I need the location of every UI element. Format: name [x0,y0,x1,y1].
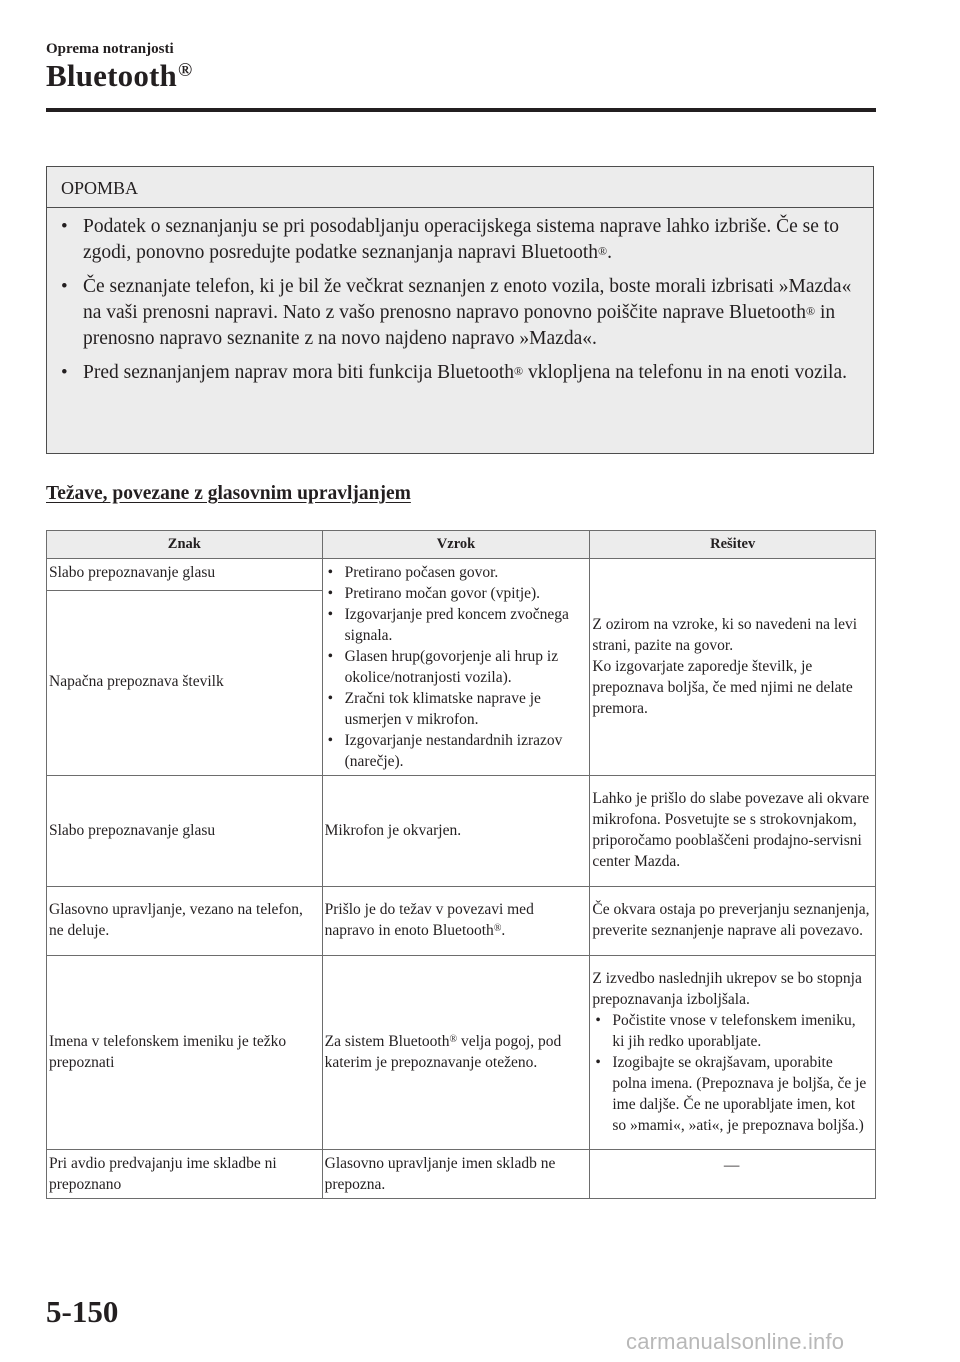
chapter-title [46,58,192,94]
cause-cell [322,559,590,776]
solution-cell [590,1150,876,1199]
solution-cell: Z ozirom na vzroke, ki so navedeni na levi strani, pazite na govor. Ko izgovarjate zaporedje številk, je prepoznava boljša, če med njimi ne delate premora. [590,559,876,776]
note-item: • Podatek o seznanjanju se pri posodabljanju operacijskega sistema naprave lahko izbriše. Če se to zgodi, ponovno posredujte podatke seznanjanja napravi Bluetooth®. [83,214,859,266]
table-header-row [47,531,876,559]
cause-cell: Za sistem Bluetooth® velja pogoj, pod katerim je prepoznavanje oteženo. [322,956,590,1150]
note-item: • Pred seznanjanjem naprav mora biti funkcija Bluetooth® vklopljena na telefonu in na enoti vozila. [83,360,859,386]
sign-cell: Pri avdio predvajanju ime skladbe ni prepoznano [47,1150,323,1199]
table-row [47,559,876,591]
list-item: • Zračni tok klimatske naprave je usmerjen v mikrofon. [345,688,586,730]
note-box [46,166,874,454]
cause-cell: Mikrofon je okvarjen. [322,776,590,887]
note-item: • Če seznanjate telefon, ki je bil že večkrat seznanjen z enoto vozila, boste morali izbrisati »Mazda« na vaši prenosni napravi. Nato z vašo prenosno napravo ponovno poiščite naprave Bluetooth® in prenosno napravo seznanite z na novo najdeno napravo »Mazda«. [83,274,859,352]
cause-cell: Prišlo je do težav v povezavi med napravo in enoto Bluetooth®. [322,887,590,956]
sign-cell: Slabo prepoznavanje glasu [47,776,323,887]
chapter-title-text: Bluetooth [46,58,177,93]
sign-cell: Glasovno upravljanje, vezano na telefon, ne deluje. [47,887,323,956]
page-number: 5-150 [46,1294,119,1329]
dash: — [723,1157,740,1174]
table-row [47,956,876,1150]
list-item: • Izogibajte se okrajšavam, uporabite polna imena. (Prepoznava je boljša, če je ime daljše. Če ne uporabljate imen, kot so »mami«, »ati«, je prepoznava boljša.) [612,1052,871,1136]
list-item: • Izgovarjanje pred koncem zvočnega signala. [345,604,586,646]
note-list [47,208,873,386]
solution-cell: Lahko je prišlo do slabe povezave ali okvare mikrofona. Posvetujte se s strokovnjakom, priporočamo pooblaščeni prodajno-servisni center Mazda. [590,776,876,887]
column-header: Znak [47,531,323,559]
list-item: • Pretirano počasen govor. [345,562,586,583]
sign-cell: Napačna prepoznava številk [47,590,323,775]
solution-list [592,1010,871,1136]
list-item: • Glasen hrup(govorjenje ali hrup iz okolice/notranjosti vozila). [345,646,586,688]
subheading: Težave, povezane z glasovnim upravljanjem [46,483,411,504]
table-row [47,887,876,956]
section-label: Oprema notranjosti [46,41,174,57]
column-header: Vzrok [322,531,590,559]
watermark: carmanualsonline.info [626,1329,845,1354]
table-row [47,776,876,887]
note-heading: OPOMBA [47,167,873,208]
cause-cell: Glasovno upravljanje imen skladb ne prepozna. [322,1150,590,1199]
sign-cell: Slabo prepoznavanje glasu [47,559,323,591]
sign-cell: Imena v telefonskem imeniku je težko prepoznati [47,956,323,1150]
registered-mark: ® [177,60,193,81]
cause-list [325,562,586,772]
troubleshooting-table [46,530,876,1199]
list-item: • Pretirano močan govor (vpitje). [345,583,586,604]
solution-cell: Če okvara ostaja po preverjanju seznanjenja, preverite seznanjenje naprave ali povezavo. [590,887,876,956]
table-row [47,1150,876,1199]
list-item: • Počistite vnose v telefonskem imeniku, ki jih redko uporabljate. [612,1010,871,1052]
title-rule [46,108,876,112]
solution-intro: Z izvedbo naslednjih ukrepov se bo stopnja prepoznavanja izboljšala. [592,969,862,1008]
solution-cell [590,956,876,1150]
list-item: • Izgovarjanje nestandardnih izrazov (narečje). [345,730,586,772]
column-header: Rešitev [590,531,876,559]
